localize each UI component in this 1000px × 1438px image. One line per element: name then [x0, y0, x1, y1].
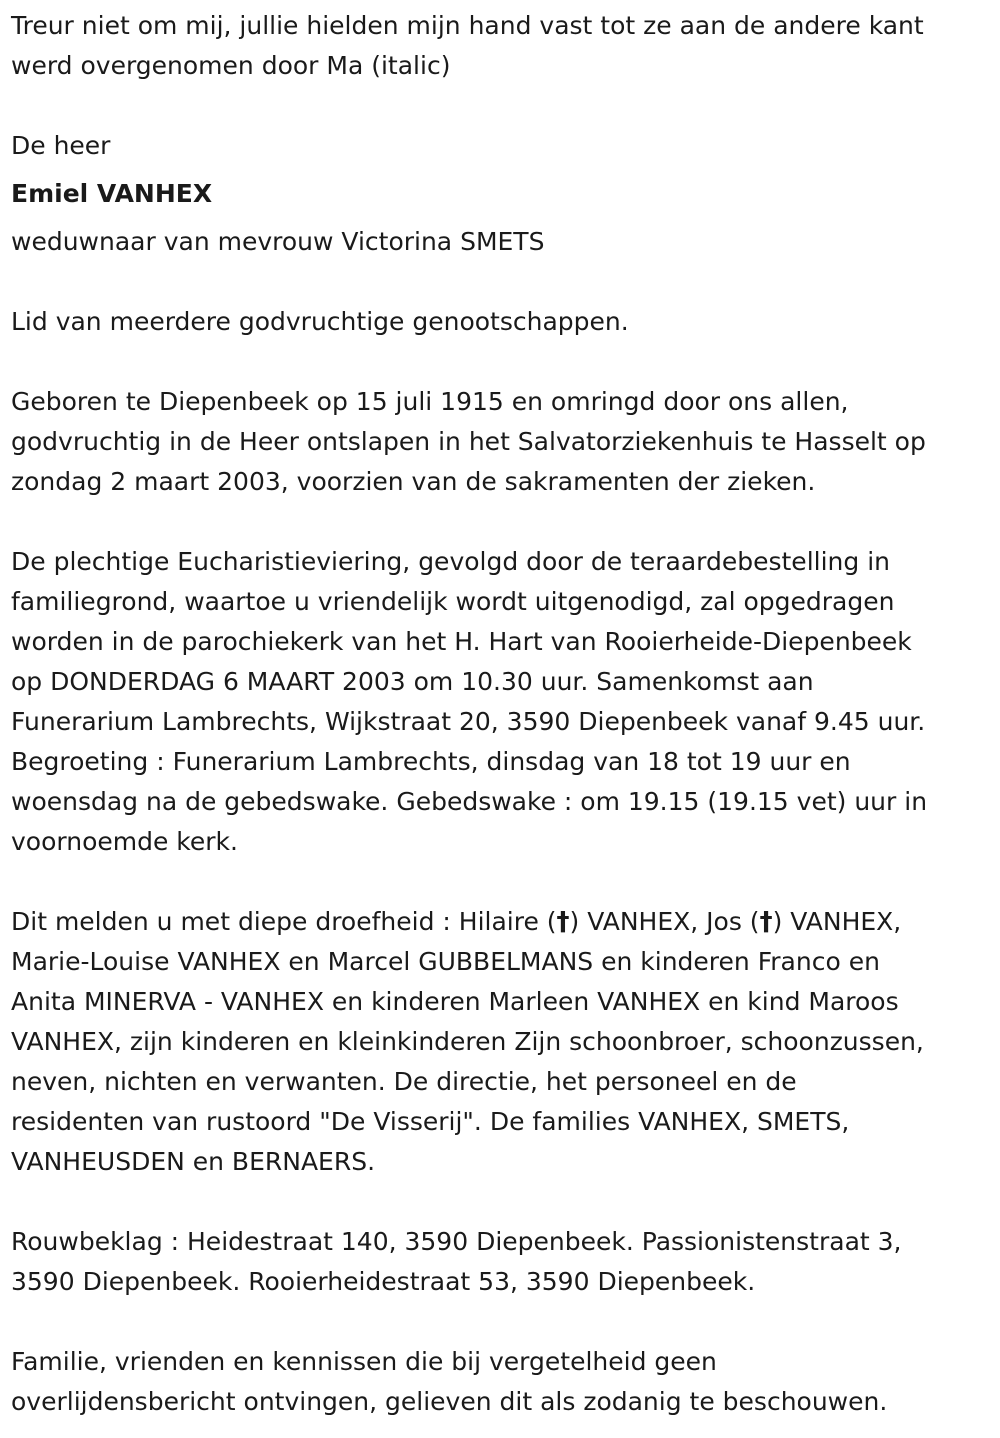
family-line: ) VANHEX, — [772, 907, 902, 936]
family-line: neven, nichten en verwanten. De directie, het personeel en de — [11, 1067, 797, 1096]
ceremony-line: De plechtige Eucharistieviering, gevolgd door de teraardebestelling in — [11, 547, 890, 576]
birth-death-line: zondag 2 maart 2003, voorzien van de sakramenten der zieken. — [11, 467, 816, 496]
spacer — [11, 1302, 988, 1342]
cross-icon: † — [759, 907, 773, 937]
title: De heer — [11, 131, 111, 160]
quote — [11, 6, 988, 86]
spacer — [11, 1182, 988, 1222]
spacer — [11, 214, 988, 222]
cross-icon: † — [556, 907, 570, 937]
membership: Lid van meerdere godvruchtige genootschappen. — [11, 307, 629, 336]
condolence-line: Rouwbeklag : Heidestraat 140, 3590 Diepenbeek. Passionistenstraat 3, — [11, 1227, 902, 1256]
spacer — [11, 342, 988, 382]
ceremony-line: familiegrond, waartoe u vriendelijk wordt uitgenodigd, zal opgedragen — [11, 587, 895, 616]
family-line: residenten van rustoord "De Visserij". De families VANHEX, SMETS, — [11, 1107, 850, 1136]
ceremony-line: Funerarium Lambrechts, Wijkstraat 20, 3590 Diepenbeek vanaf 9.45 uur. — [11, 707, 926, 736]
birth-death-line: godvruchtig in de Heer ontslapen in het Salvatorziekenhuis te Hasselt op — [11, 427, 926, 456]
ceremony-line: voornoemde kerk. — [11, 827, 238, 856]
family-line: VANHEUSDEN en BERNAERS. — [11, 1147, 376, 1176]
spacer — [11, 262, 988, 302]
quote-line-1: Treur niet om mij, jullie hielden mijn hand vast tot ze aan de andere kant — [11, 11, 924, 40]
ceremony-line: worden in de parochiekerk van het H. Hart van Rooierheide-Diepenbeek — [11, 627, 912, 656]
spacer — [11, 166, 988, 174]
birth-death-line: Geboren te Diepenbeek op 15 juli 1915 en omringd door ons allen, — [11, 387, 849, 416]
family-line: ) VANHEX, Jos ( — [569, 907, 760, 936]
ceremony-paragraph — [11, 542, 988, 862]
ceremony-line: op DONDERDAG 6 MAART 2003 om 10.30 uur. Samenkomst aan — [11, 667, 814, 696]
spacer — [11, 862, 988, 902]
family-line: Anita MINERVA - VANHEX en kinderen Marleen VANHEX en kind Maroos — [11, 987, 899, 1016]
closing-paragraph — [11, 1342, 988, 1422]
closing-line: Familie, vrienden en kennissen die bij vergetelheid geen — [11, 1347, 717, 1376]
ceremony-line: woensdag na de gebedswake. Gebedswake : om 19.15 (19.15 vet) uur in — [11, 787, 928, 816]
spouse: weduwnaar van mevrouw Victorina SMETS — [11, 227, 545, 256]
birth-death-paragraph — [11, 382, 988, 502]
closing-line: overlijdensbericht ontvingen, gelieven dit als zodanig te beschouwen. — [11, 1387, 888, 1416]
quote-line-2: werd overgenomen door Ma (italic) — [11, 51, 451, 80]
spacer — [11, 502, 988, 542]
ceremony-line: Begroeting : Funerarium Lambrechts, dinsdag van 18 tot 19 uur en — [11, 747, 851, 776]
spacer — [11, 86, 988, 126]
family-line: Dit melden u met diepe droefheid : Hilaire ( — [11, 907, 557, 936]
family-paragraph — [11, 902, 988, 1182]
family-line: Marie-Louise VANHEX en Marcel GUBBELMANS en kinderen Franco en — [11, 947, 880, 976]
deceased-name: Emiel VANHEX — [11, 179, 213, 208]
condolence-line: 3590 Diepenbeek. Rooierheidestraat 53, 3590 Diepenbeek. — [11, 1267, 756, 1296]
family-line: VANHEX, zijn kinderen en kleinkinderen Zijn schoonbroer, schoonzussen, — [11, 1027, 924, 1056]
condolence-paragraph — [11, 1222, 988, 1302]
